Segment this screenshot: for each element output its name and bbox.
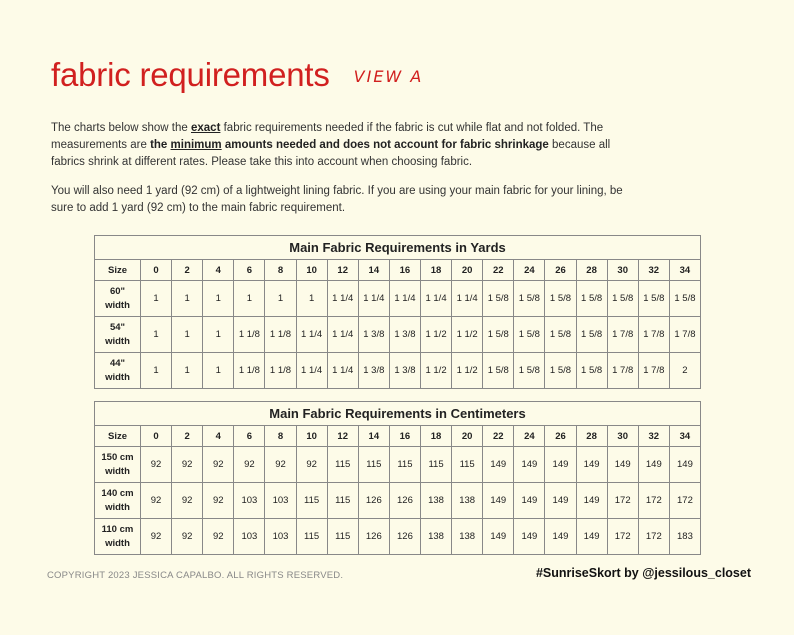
requirement-cell: 1 1/4 [296, 353, 327, 389]
requirement-cell: 126 [389, 519, 420, 555]
size-header-cell: 16 [389, 260, 420, 281]
intro-bold: the [150, 139, 171, 151]
requirement-cell: 115 [452, 447, 483, 483]
yards-table [94, 235, 701, 389]
fabric-width-value: 110 cm [101, 523, 134, 535]
size-header: Size [95, 260, 141, 281]
requirement-cell: 1 [203, 353, 234, 389]
fabric-width-label [95, 317, 141, 353]
requirement-cell: 1 5/8 [483, 317, 514, 353]
requirement-cell: 149 [576, 483, 607, 519]
requirement-cell: 92 [203, 483, 234, 519]
cm-table [94, 401, 701, 555]
requirement-cell: 1 [265, 281, 296, 317]
requirement-cell: 1 5/8 [638, 281, 669, 317]
requirement-cell: 149 [483, 447, 514, 483]
requirement-cell: 115 [420, 447, 451, 483]
requirement-cell: 149 [514, 483, 545, 519]
requirement-cell: 1 5/8 [669, 281, 700, 317]
fabric-width-word: width [105, 335, 130, 347]
requirement-cell: 149 [545, 447, 576, 483]
fabric-width-value: 150 cm [101, 451, 134, 463]
requirement-cell: 92 [172, 447, 203, 483]
requirement-cell: 1 5/8 [576, 281, 607, 317]
requirement-cell: 1 [172, 317, 203, 353]
table-row [95, 447, 701, 483]
table-row [95, 483, 701, 519]
size-header-cell: 8 [265, 426, 296, 447]
requirement-cell: 1 1/8 [234, 353, 265, 389]
requirement-cell: 1 5/8 [576, 353, 607, 389]
requirement-cell: 149 [545, 483, 576, 519]
requirement-cell: 92 [172, 519, 203, 555]
requirement-cell: 149 [483, 519, 514, 555]
requirement-cell: 1 1/8 [265, 317, 296, 353]
requirement-cell: 172 [638, 519, 669, 555]
requirement-cell: 1 7/8 [607, 317, 638, 353]
fabric-width-word: width [105, 465, 130, 477]
requirement-cell: 1 5/8 [545, 353, 576, 389]
intro-text: The charts below show the [51, 122, 191, 134]
size-header-cell: 34 [669, 426, 700, 447]
requirement-cell: 1 7/8 [607, 353, 638, 389]
size-header-cell: 6 [234, 426, 265, 447]
requirement-cell: 172 [607, 519, 638, 555]
requirement-cell: 1 3/8 [358, 317, 389, 353]
requirement-cell: 1 3/8 [389, 353, 420, 389]
size-header-cell: 26 [545, 426, 576, 447]
requirement-cell: 103 [265, 483, 296, 519]
size-header-cell: 22 [483, 260, 514, 281]
size-header-cell: 24 [514, 260, 545, 281]
requirement-cell: 1 5/8 [576, 317, 607, 353]
size-header-cell: 18 [420, 260, 451, 281]
fabric-width-word: width [105, 501, 130, 513]
requirement-cell: 1 [172, 353, 203, 389]
size-header-cell: 28 [576, 260, 607, 281]
view-label: VIEW A [353, 67, 424, 86]
requirement-cell: 1 1/8 [265, 353, 296, 389]
copyright: COPYRIGHT 2023 JESSICA CAPALBO. ALL RIGHTS RESERVED. [47, 570, 344, 581]
size-header-cell: 2 [172, 260, 203, 281]
requirement-cell: 138 [420, 483, 451, 519]
requirement-cell: 1 [203, 317, 234, 353]
requirement-cell: 1 5/8 [483, 353, 514, 389]
intro-minimum: minimum [170, 139, 222, 151]
requirement-cell: 103 [265, 519, 296, 555]
requirement-cell: 1 3/8 [389, 317, 420, 353]
size-header-cell: 0 [141, 426, 172, 447]
requirement-cell: 1 1/4 [452, 281, 483, 317]
requirement-cell: 1 5/8 [514, 281, 545, 317]
requirement-cell: 1 5/8 [607, 281, 638, 317]
requirement-cell: 183 [669, 519, 700, 555]
requirement-cell: 92 [141, 483, 172, 519]
requirement-cell: 1 5/8 [514, 317, 545, 353]
requirement-cell: 115 [389, 447, 420, 483]
requirement-cell: 103 [234, 519, 265, 555]
requirement-cell: 1 5/8 [545, 317, 576, 353]
intro-bold: amounts needed and does not account for fabric shrinkage [221, 139, 549, 151]
requirement-cell: 138 [420, 519, 451, 555]
fabric-width-value: 60" [109, 285, 126, 297]
requirement-cell: 172 [638, 483, 669, 519]
requirement-cell: 1 1/4 [327, 317, 358, 353]
requirement-cell: 1 7/8 [638, 317, 669, 353]
requirement-cell: 92 [296, 447, 327, 483]
intro-text: fabric requirements needed if the fabric is cut while flat and not folded. The measurements are [51, 122, 604, 151]
cm-size-row [95, 426, 701, 447]
fabric-width-value: 140 cm [101, 487, 134, 499]
requirement-cell: 1 [172, 281, 203, 317]
requirement-cell: 115 [296, 483, 327, 519]
requirement-cell: 1 1/2 [420, 317, 451, 353]
fabric-width-label [95, 281, 141, 317]
requirement-cell: 1 [141, 281, 172, 317]
size-header-cell: 22 [483, 426, 514, 447]
size-header-cell: 20 [452, 260, 483, 281]
table-row [95, 353, 701, 389]
requirement-cell: 149 [607, 447, 638, 483]
size-header-cell: 4 [203, 426, 234, 447]
fabric-width-label [95, 447, 141, 483]
requirement-cell: 126 [358, 483, 389, 519]
size-header-cell: 10 [296, 426, 327, 447]
requirement-cell: 1 5/8 [545, 281, 576, 317]
yards-table-caption: Main Fabric Requirements in Yards [95, 236, 701, 260]
requirement-cell: 149 [576, 519, 607, 555]
requirement-cell: 1 1/4 [358, 281, 389, 317]
size-header-cell: 32 [638, 426, 669, 447]
requirement-cell: 1 1/2 [420, 353, 451, 389]
size-header-cell: 32 [638, 260, 669, 281]
size-header-cell: 4 [203, 260, 234, 281]
requirement-cell: 149 [514, 447, 545, 483]
requirement-cell: 138 [452, 519, 483, 555]
size-header-cell: 12 [327, 426, 358, 447]
fabric-width-label [95, 353, 141, 389]
requirement-cell: 115 [327, 519, 358, 555]
requirement-cell: 1 1/4 [327, 281, 358, 317]
requirement-cell: 126 [358, 519, 389, 555]
requirement-cell: 1 [141, 317, 172, 353]
requirement-cell: 115 [358, 447, 389, 483]
size-header-cell: 34 [669, 260, 700, 281]
hashtag-credit: #SunriseSkort by @jessilous_closet [535, 566, 751, 580]
size-header-cell: 0 [141, 260, 172, 281]
intro-exact: exact [191, 122, 221, 134]
requirement-cell: 1 1/2 [452, 317, 483, 353]
size-header: Size [95, 426, 141, 447]
requirement-cell: 1 1/4 [389, 281, 420, 317]
size-header-cell: 12 [327, 260, 358, 281]
size-header-cell: 16 [389, 426, 420, 447]
requirement-cell: 1 [234, 281, 265, 317]
requirement-cell: 1 1/4 [327, 353, 358, 389]
requirement-cell: 92 [203, 519, 234, 555]
requirement-cell: 126 [389, 483, 420, 519]
size-header-cell: 24 [514, 426, 545, 447]
requirement-cell: 1 1/8 [234, 317, 265, 353]
size-header-cell: 18 [420, 426, 451, 447]
size-header-cell: 28 [576, 426, 607, 447]
requirement-cell: 92 [203, 447, 234, 483]
size-header-cell: 30 [607, 260, 638, 281]
requirement-cell: 92 [234, 447, 265, 483]
requirement-cell: 1 5/8 [483, 281, 514, 317]
intro-paragraph-1 [51, 120, 631, 171]
fabric-width-word: width [105, 299, 130, 311]
intro-paragraph-2: You will also need 1 yard (92 cm) of a lightweight lining fabric. If you are using your main fabric for your lining, be sure to add 1 yard (92 cm) to the main fabric requirement. [51, 185, 623, 214]
requirement-cell: 149 [638, 447, 669, 483]
table-row [95, 317, 701, 353]
yards-size-row [95, 260, 701, 281]
requirement-cell: 103 [234, 483, 265, 519]
requirement-cell: 115 [327, 447, 358, 483]
size-header-cell: 30 [607, 426, 638, 447]
fabric-width-label [95, 483, 141, 519]
fabric-width-word: width [105, 537, 130, 549]
requirement-cell: 1 [141, 353, 172, 389]
size-header-cell: 10 [296, 260, 327, 281]
size-header-cell: 26 [545, 260, 576, 281]
requirement-cell: 1 [296, 281, 327, 317]
fabric-width-value: 54" [109, 321, 126, 333]
requirement-cell: 1 1/4 [420, 281, 451, 317]
requirement-cell: 92 [141, 519, 172, 555]
cm-table-caption: Main Fabric Requirements in Centimeters [95, 402, 701, 426]
fabric-width-word: width [105, 371, 130, 383]
intro-text: because all fabrics shrink at different rates. Please take this into account when choosing fabric. [51, 139, 611, 168]
requirement-cell: 1 7/8 [638, 353, 669, 389]
requirement-cell: 92 [172, 483, 203, 519]
size-header-cell: 8 [265, 260, 296, 281]
requirement-cell: 149 [669, 447, 700, 483]
requirement-cell: 92 [141, 447, 172, 483]
size-header-cell: 14 [358, 260, 389, 281]
requirement-cell: 149 [545, 519, 576, 555]
table-row [95, 519, 701, 555]
size-header-cell: 6 [234, 260, 265, 281]
fabric-width-value: 44" [109, 357, 126, 369]
title-row [51, 56, 423, 94]
requirement-cell: 1 1/4 [296, 317, 327, 353]
size-header-cell: 2 [172, 426, 203, 447]
size-header-cell: 20 [452, 426, 483, 447]
fabric-width-label [95, 519, 141, 555]
requirement-cell: 115 [296, 519, 327, 555]
requirement-cell: 1 3/8 [358, 353, 389, 389]
requirement-cell: 92 [265, 447, 296, 483]
size-header-cell: 14 [358, 426, 389, 447]
requirement-cell: 115 [327, 483, 358, 519]
requirement-cell: 149 [483, 483, 514, 519]
table-row [95, 281, 701, 317]
requirement-cell: 138 [452, 483, 483, 519]
requirement-cell: 149 [576, 447, 607, 483]
requirement-cell: 1 [203, 281, 234, 317]
requirement-cell: 1 5/8 [514, 353, 545, 389]
requirement-cell: 172 [607, 483, 638, 519]
page-title: fabric requirements [51, 56, 330, 93]
requirement-cell: 1 7/8 [669, 317, 700, 353]
requirement-cell: 2 [669, 353, 700, 389]
requirement-cell: 149 [514, 519, 545, 555]
requirement-cell: 1 1/2 [452, 353, 483, 389]
requirement-cell: 172 [669, 483, 700, 519]
